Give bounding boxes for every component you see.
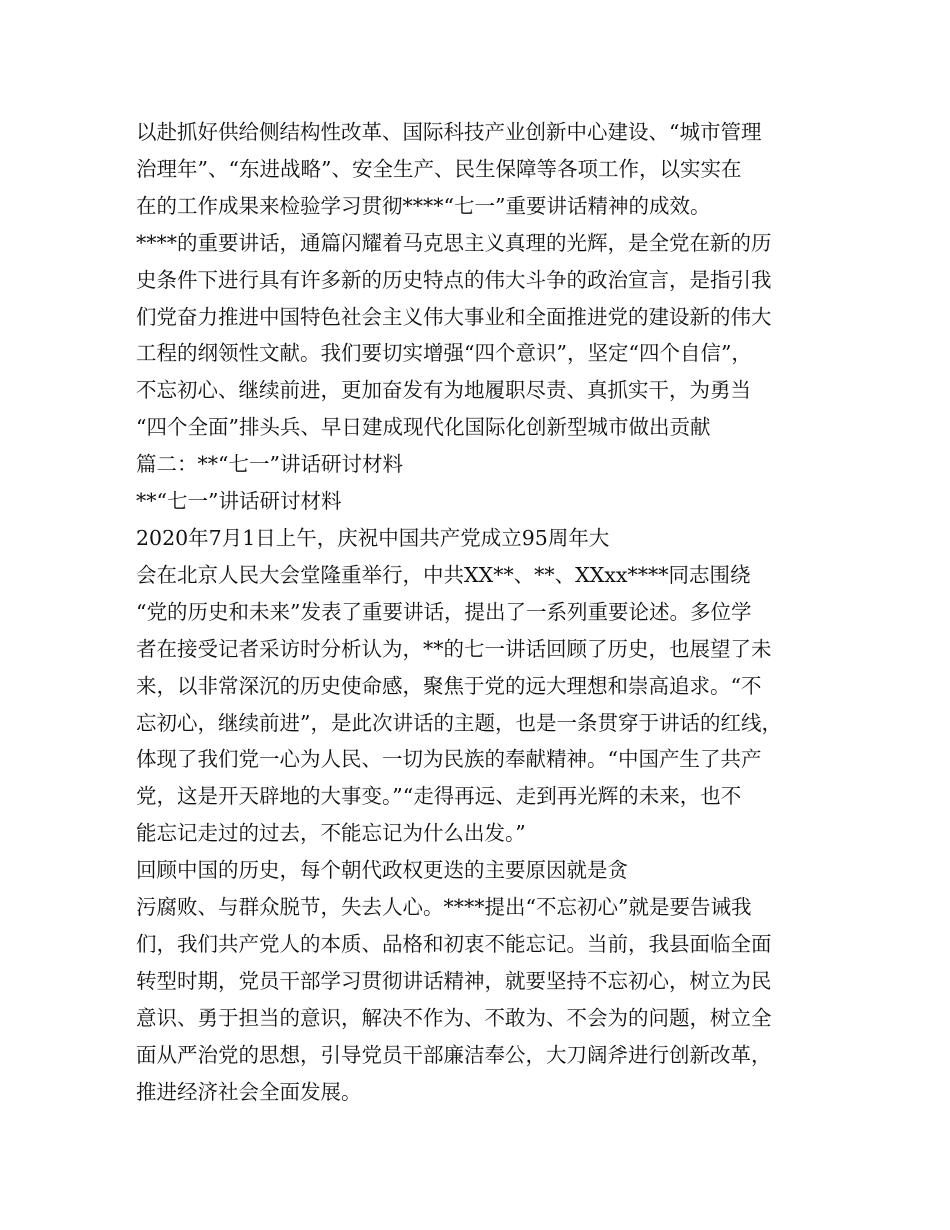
text-line: 不忘初心、继续前进，更加奋发有为地履职尽责、真抓实干，为勇当 — [136, 378, 751, 403]
text-line: “四个全面”排头兵、早日建成现代化国际化创新型城市做出贡献 — [136, 415, 711, 440]
text-line: 污腐败、与群众脱节，失去人心。****提出“不忘初心”就是要告诫我 — [136, 895, 752, 920]
text-line: 体现了我们党一心为人民、一切为民族的奉献精神。“中国产生了共产 — [136, 747, 762, 772]
text-line: 推进经济社会全面发展。 — [136, 1079, 362, 1104]
text-line: 以赴抓好供给侧结构性改革、国际科技产业创新中心建设、“城市管理 — [136, 120, 762, 144]
text-line: 能忘记走过的过去，不能忘记为什么出发。” — [136, 821, 526, 846]
document-body — [136, 114, 826, 1110]
text-line: 工程的纲领性文献。我们要切实增强“四个意识”，坚定“四个自信”， — [136, 341, 752, 366]
text-line: 转型时期，党员干部学习贯彻讲话精神，就要坚持不忘初心，树立为民 — [136, 968, 772, 993]
text-line: 会在北京人民大会堂隆重举行，中共XX**、**、XXxx****同志围绕 — [136, 562, 751, 587]
text-line: 回顾中国的历史，每个朝代政权更迭的主要原因就是贪 — [136, 858, 628, 883]
text-line: 者在接受记者采访时分析认为，**的七一讲话回顾了历史，也展望了未 — [136, 636, 772, 661]
text-line: “党的历史和未来”发表了重要讲话，提出了一系列重要论述。多位学 — [136, 599, 752, 624]
text-line: 们，我们共产党人的本质、品格和初衷不能忘记。当前，我县面临全面 — [136, 931, 772, 956]
text-line: 意识、勇于担当的意识，解决不作为、不敢为、不会为的问题，树立全 — [136, 1005, 772, 1030]
text-line: 在的工作成果来检验学习贯彻****“七一”重要讲话精神的成效。 — [136, 193, 711, 218]
text-line: 来，以非常深沉的历史使命感，聚焦于党的远大理想和崇高追求。“不 — [136, 673, 762, 698]
section-heading: 篇二：**“七一”讲话研讨材料 — [136, 452, 403, 477]
text-line: 史条件下进行具有许多新的历史特点的伟大斗争的政治宣言，是指引我 — [136, 267, 772, 292]
text-line: 面从严治党的思想，引导党员干部廉洁奉公，大刀阔斧进行创新改革， — [136, 1042, 772, 1067]
text-line: 治理年”、“东进战略”、安全生产、民生保障等各项工作，以实实在 — [136, 156, 742, 181]
text-line: 2020年7月1日上午，庆祝中国共产党成立95周年大 — [136, 525, 610, 550]
text-line: 们党奋力推进中国特色社会主义伟大事业和全面推进党的建设新的伟大 — [136, 304, 772, 329]
text-line: ****的重要讲话，通篇闪耀着马克思主义真理的光辉，是全党在新的历 — [136, 230, 772, 255]
text-line: 党，这是开天辟地的大事变。”“走得再远、走到再光辉的未来，也不 — [136, 784, 742, 809]
section-subheading: **“七一”讲话研讨材料 — [136, 489, 342, 514]
text-line: 忘初心，继续前进”，是此次讲话的主题，也是一条贯穿于讲话的红线， — [136, 710, 782, 735]
